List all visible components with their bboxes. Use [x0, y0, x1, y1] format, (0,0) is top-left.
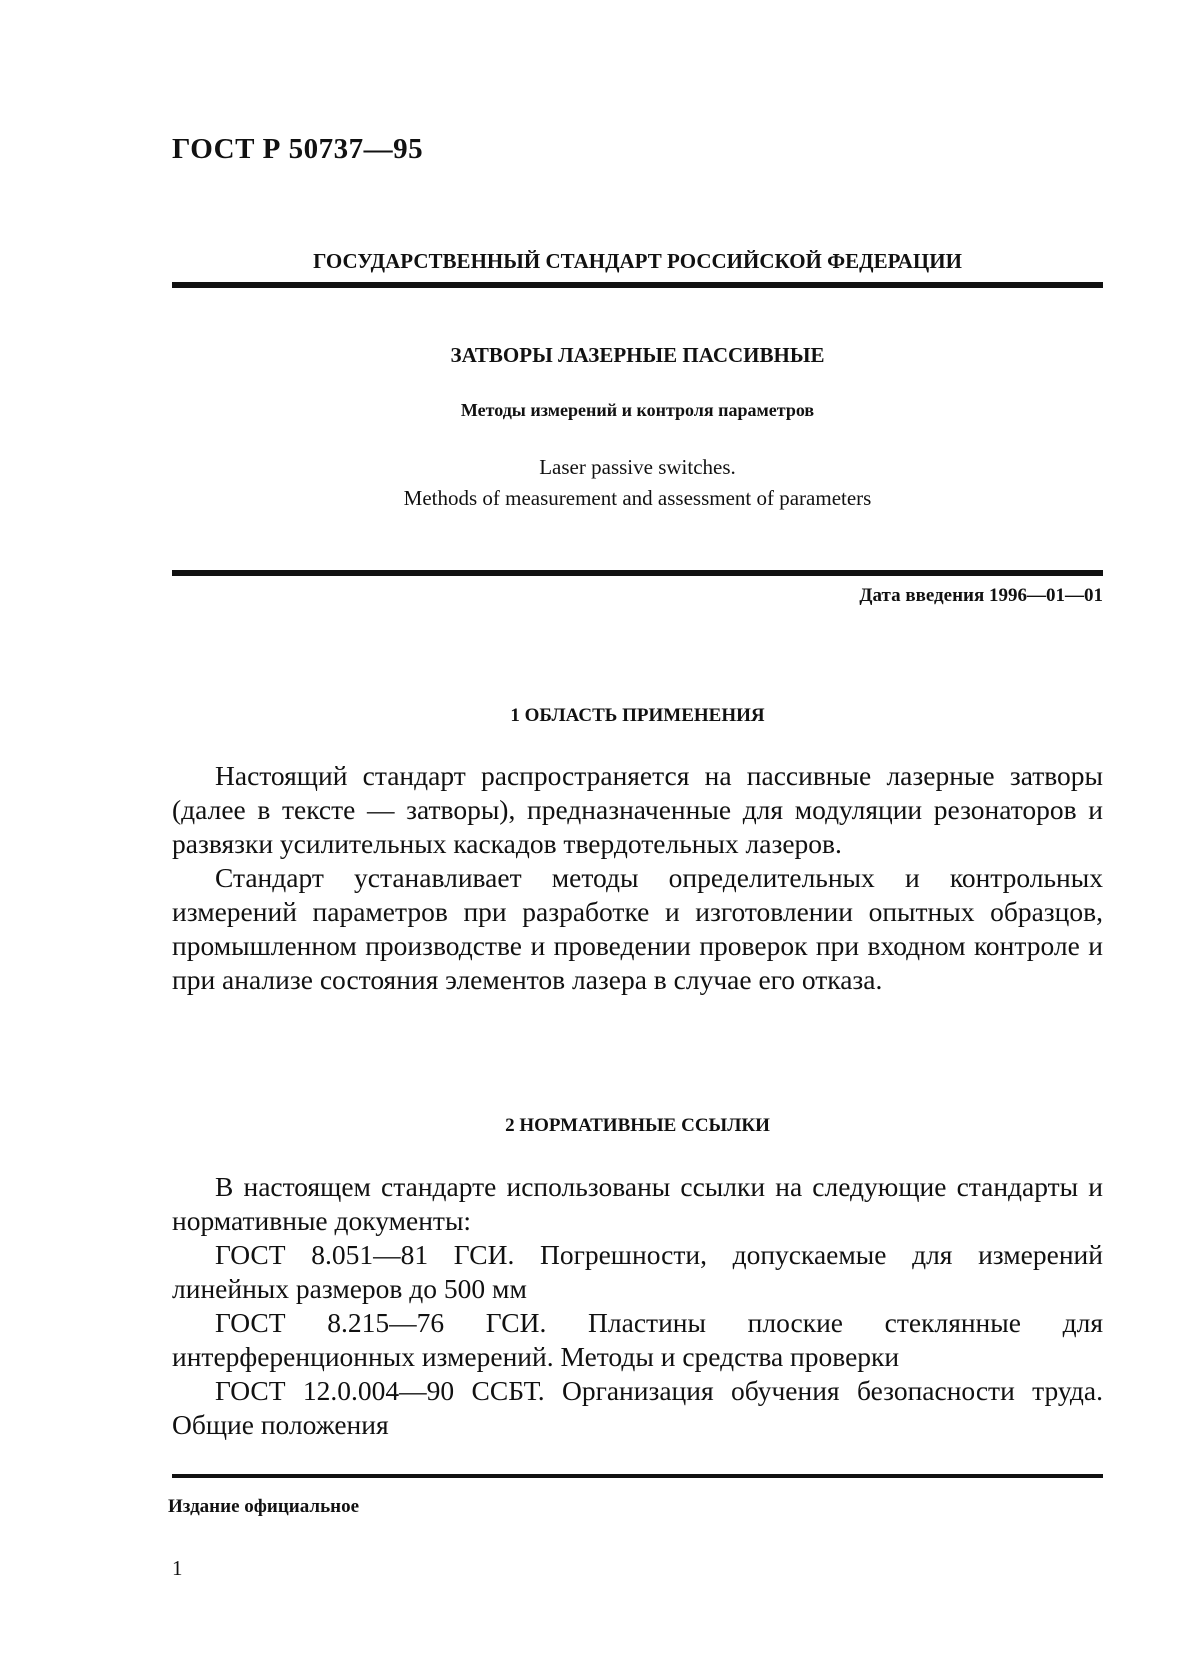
title-en-line1: Laser passive switches. — [539, 455, 736, 479]
official-edition-label: Издание официальное — [168, 1496, 360, 1517]
title-divider — [172, 570, 1103, 576]
introduction-date: Дата введения 1996—01—01 — [859, 585, 1103, 606]
header-divider — [172, 282, 1103, 288]
title-en-line2: Methods of measurement and assessment of parameters — [403, 486, 872, 510]
document-code: ГОСТ Р 50737—95 — [172, 133, 424, 165]
state-standard-heading: ГОСУДАРСТВЕННЫЙ СТАНДАРТ РОССИЙСКОЙ ФЕДЕРАЦИИ — [313, 249, 962, 273]
page-number: 1 — [172, 1556, 183, 1580]
reference-item: ГОСТ 8.215—76 ГСИ. Пластины плоские стеклянные для интерференционных измерений. Методы и средства проверки — [172, 1307, 1103, 1372]
section-2-paragraph: В настоящем стандарте использованы ссылки на следующие стандарты и нормативные документы: — [172, 1171, 1103, 1236]
section-1-heading: 1 ОБЛАСТЬ ПРИМЕНЕНИЯ — [510, 705, 765, 726]
section-1-body — [172, 759, 1103, 997]
section-2-heading: 2 НОРМАТИВНЫЕ ССЫЛКИ — [505, 1115, 770, 1136]
reference-item: ГОСТ 8.051—81 ГСИ. Погрешности, допускаемые для измерений линейных размеров до 500 мм — [172, 1239, 1103, 1304]
document-title-ru: ЗАТВОРЫ ЛАЗЕРНЫЕ ПАССИВНЫЕ — [450, 343, 825, 367]
document-subtitle-ru: Методы измерений и контроля параметров — [460, 400, 815, 420]
footer-divider — [172, 1474, 1103, 1478]
section-2-body — [172, 1170, 1103, 1442]
section-1-paragraph: Стандарт устанавливает методы определительных и контрольных измерений параметров при разработке и изготовлении опытных образцов, промышленном производстве и проведении проверок при входном контроле и при анализе состояния элементов лазера в случае его отказа. — [172, 862, 1103, 995]
section-1-paragraph: Настоящий стандарт распространяется на пассивные лазерные затворы (далее в тексте — затворы), предназначенные для модуляции резонаторов и развязки усилительных каскадов твердотельных лазеров. — [172, 760, 1103, 859]
reference-item: ГОСТ 12.0.004—90 ССБТ. Организация обучения безопасности труда. Общие положения — [172, 1375, 1103, 1440]
document-title-en — [172, 452, 1103, 514]
